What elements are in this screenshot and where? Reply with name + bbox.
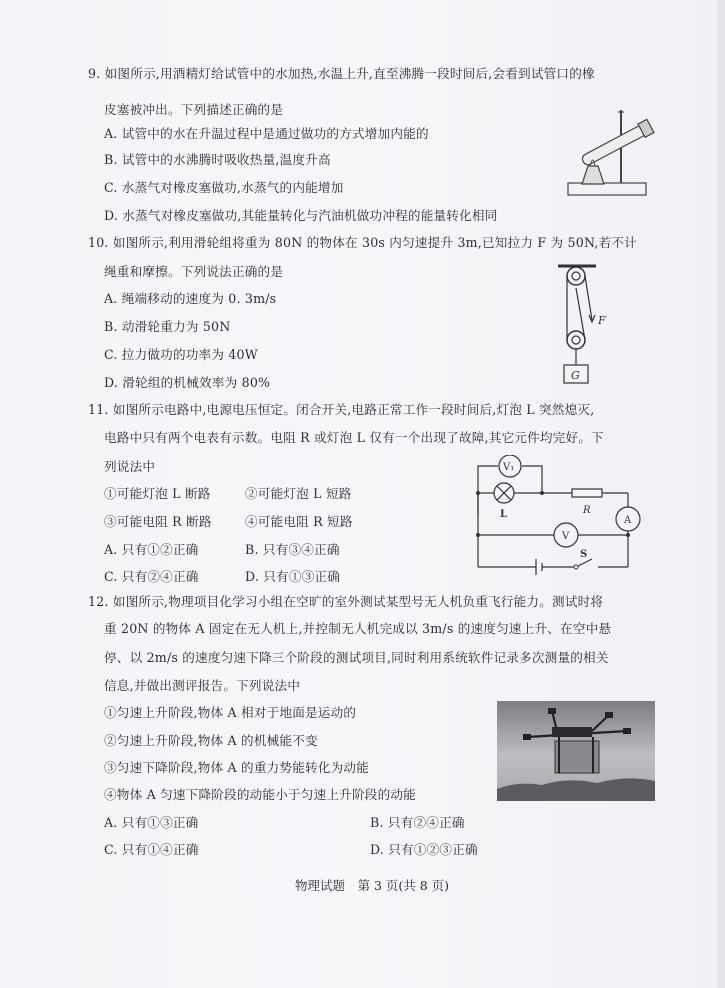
q11-stem-line2: 电路中只有两个电表有示数。电阻 R 或灯泡 L 仅有一个出现了故障,其它元件均完好。下	[104, 430, 604, 445]
q12-statement-2: ②匀速上升阶段,物体 A 的机械能不变	[104, 733, 318, 748]
voltmeter-v1-label: V₁	[503, 462, 515, 473]
q9-option-c: C. 水蒸气对橡皮塞做功,水蒸气的内能增加	[104, 180, 344, 195]
q12-stem-line2: 重 20N 的物体 A 固定在无人机上,并控制无人机完成以 3m/s 的速度匀速上升、在空中悬	[104, 621, 612, 636]
circuit-diagram-figure	[470, 455, 670, 580]
q12-statement-1: ①匀速上升阶段,物体 A 相对于地面是运动的	[104, 705, 357, 720]
q11-statement-3: ③可能电阻 R 断路	[104, 514, 212, 529]
q11-option-a: A. 只有①②正确	[104, 542, 199, 557]
q11-option-b: B. 只有③④正确	[245, 542, 340, 557]
test-tube-apparatus-figure	[560, 108, 670, 203]
lamp-label: L	[500, 509, 508, 520]
q9-option-b: B. 试管中的水沸腾时吸收热量,温度升高	[104, 152, 331, 167]
q10-stem-line1: 10. 如图所示,利用滑轮组将重为 80N 的物体在 30s 内匀速提升 3m,已知拉力 F 为 50N,若不计	[88, 235, 637, 250]
q9-option-a: A. 试管中的水在升温过程中是通过做功的方式增加内能的	[104, 126, 429, 141]
q10-option-c: C. 拉力做功的功率为 40W	[104, 347, 258, 362]
drone-photo-figure	[497, 701, 655, 801]
resistor-label: R	[583, 505, 591, 516]
q11-stem-line3: 列说法中	[104, 459, 156, 474]
page-footer: 物理试题 第 3 页(共 8 页)	[295, 878, 450, 893]
q10-option-b: B. 动滑轮重力为 50N	[104, 319, 231, 334]
q10-stem-line2: 绳重和摩擦。下列说法正确的是	[104, 264, 284, 279]
q9-option-d: D. 水蒸气对橡皮塞做功,其能量转化与汽油机做功冲程的能量转化相同	[104, 208, 498, 223]
q12-statement-3: ③匀速下降阶段,物体 A 的重力势能转化为动能	[104, 760, 369, 775]
q11-statement-2: ②可能灯泡 L 短路	[245, 486, 352, 501]
q12-option-c: C. 只有①④正确	[104, 842, 199, 857]
q12-option-b: B. 只有②④正确	[370, 815, 465, 830]
q11-statement-4: ④可能电阻 R 短路	[245, 514, 353, 529]
weight-label-g: G	[571, 369, 580, 382]
q12-option-a: A. 只有①③正确	[104, 815, 199, 830]
q12-stem-line1: 12. 如图所示,物理项目化学习小组在空旷的室外测试某型号无人机负重飞行能力。测试时将	[88, 594, 604, 609]
voltmeter-label: V	[562, 531, 570, 542]
force-label-f: F	[598, 314, 606, 327]
q11-option-d: D. 只有①③正确	[245, 569, 341, 584]
page-edge	[717, 0, 725, 988]
q12-stem-line4: 信息,并做出测评报告。下列说法中	[104, 678, 301, 693]
q12-option-d: D. 只有①②③正确	[370, 842, 478, 857]
q9-stem-line2: 皮塞被冲出。下列描述正确的是	[104, 102, 284, 117]
q11-stem-line1: 11. 如图所示电路中,电源电压恒定。闭合开关,电路正常工作一段时间后,灯泡 L 突然熄灭,	[88, 402, 595, 417]
q11-statement-1: ①可能灯泡 L 断路	[104, 486, 211, 501]
q10-option-a: A. 绳端移动的速度为 0. 3m/s	[104, 291, 277, 306]
switch-label: S	[580, 549, 588, 560]
q12-statement-4: ④物体 A 匀速下降阶段的动能小于匀速上升阶段的动能	[104, 787, 416, 802]
q12-stem-line3: 停、以 2m/s 的速度匀速下降三个阶段的测试项目,同时利用系统软件记录多次测量的相关	[104, 650, 609, 665]
ammeter-label: A	[624, 515, 632, 526]
q11-option-c: C. 只有②④正确	[104, 569, 199, 584]
q10-option-d: D. 滑轮组的机械效率为 80%	[104, 375, 271, 390]
q9-stem-line1: 9. 如图所示,用酒精灯给试管中的水加热,水温上升,直至沸腾一段时间后,会看到试管口的橡	[88, 66, 595, 81]
pulley-system-figure	[556, 262, 626, 387]
